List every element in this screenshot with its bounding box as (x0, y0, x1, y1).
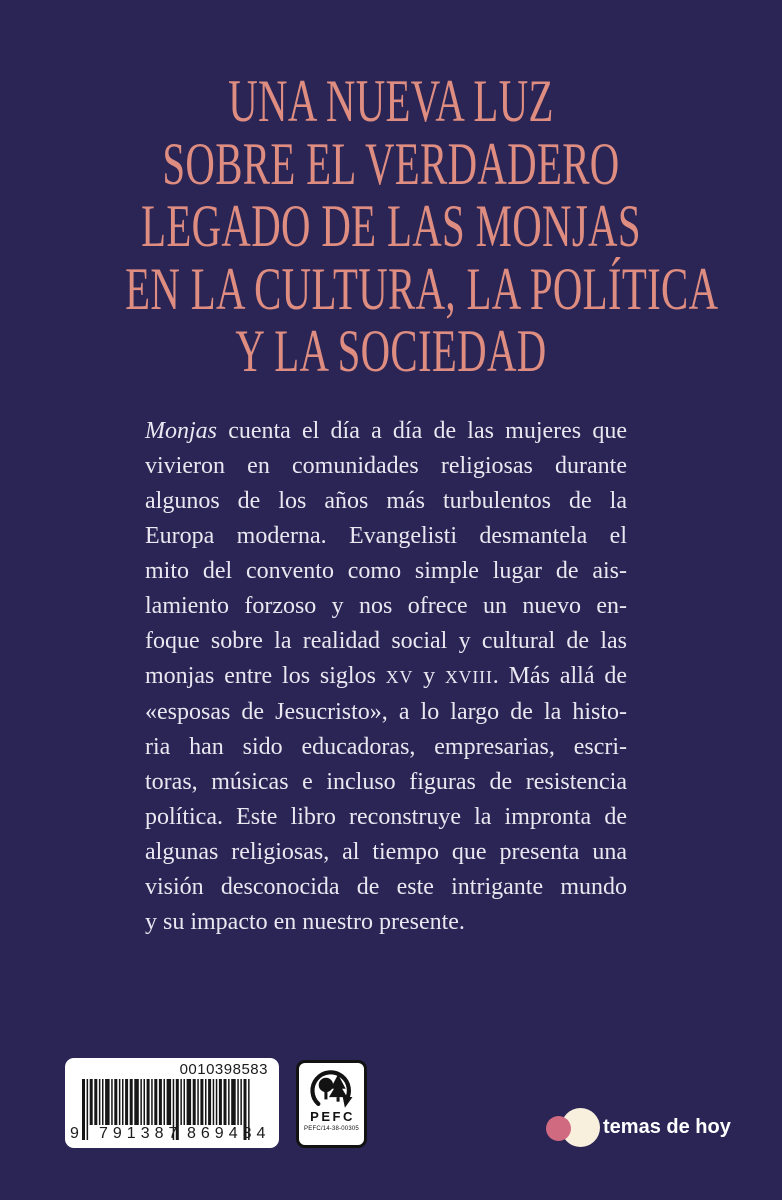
headline-line: SOBRE EL VERDADERO (162, 130, 620, 197)
headline-line: Y LA SOCIEDAD (235, 318, 547, 384)
synopsis-line: monjas entre los siglos XV y XVIII. Más allá de (145, 663, 628, 689)
headline-line: EN LA CULTURA, LA POLÍTICA (125, 255, 719, 322)
synopsis-line: toras, músicas e incluso figuras de resistencia (145, 769, 627, 795)
tree-deciduous-icon (318, 1078, 332, 1092)
publisher-circle-pink-icon (546, 1116, 571, 1141)
barcode-top-number: 0010398583 (179, 1061, 268, 1078)
pefc-label: PEFC (310, 1109, 355, 1124)
synopsis-line: algunas religiosas, al tiempo que presenta una (145, 839, 627, 865)
headline-block (0, 70, 782, 383)
pefc-arrowhead-icon (342, 1096, 352, 1107)
headline-line: LEGADO DE LAS MONJAS (141, 193, 641, 259)
barcode-group-1: 791387 (99, 1125, 183, 1142)
pefc-trees-icon (309, 1066, 355, 1110)
synopsis-line: ria han sido educadoras, empresarias, escri- (145, 734, 627, 760)
synopsis-line: política. Este libro reconstruye la impronta de (145, 804, 627, 830)
synopsis-line: y su impacto en nuestro presente. (145, 909, 465, 935)
headline-line: UNA NUEVA LUZ (228, 68, 554, 134)
synopsis-line: Monjas cuenta el día a día de las mujeres que (145, 418, 627, 444)
synopsis-line: vivieron en comunidades religiosas durante (145, 453, 627, 479)
barcode-group-2: 869434 (187, 1125, 271, 1142)
synopsis-line: mito del convento como simple lugar de ais- (145, 558, 627, 584)
synopsis-line: Europa moderna. Evangelisti desmantela el (145, 523, 627, 549)
pefc-panel (296, 1060, 367, 1148)
synopsis-line: algunos de los años más turbulentos de la (145, 488, 627, 514)
synopsis-line: foque sobre la realidad social y cultural de las (145, 628, 627, 654)
pefc-cert-code: PEFC/14-38-00305 (304, 1126, 359, 1132)
barcode-panel (65, 1058, 279, 1148)
barcode-left-digit: 9 (70, 1125, 79, 1142)
synopsis-line: «esposas de Jesucristo», a lo largo de la histo- (145, 699, 627, 725)
synopsis-line: lamiento forzoso y nos ofrece un nuevo en- (145, 593, 627, 619)
synopsis-paragraph (145, 414, 627, 940)
publisher-name: temas de hoy (603, 1116, 731, 1138)
synopsis-line: visión desconocida de este intrigante mundo (145, 874, 627, 900)
publisher-logo (546, 1106, 736, 1154)
